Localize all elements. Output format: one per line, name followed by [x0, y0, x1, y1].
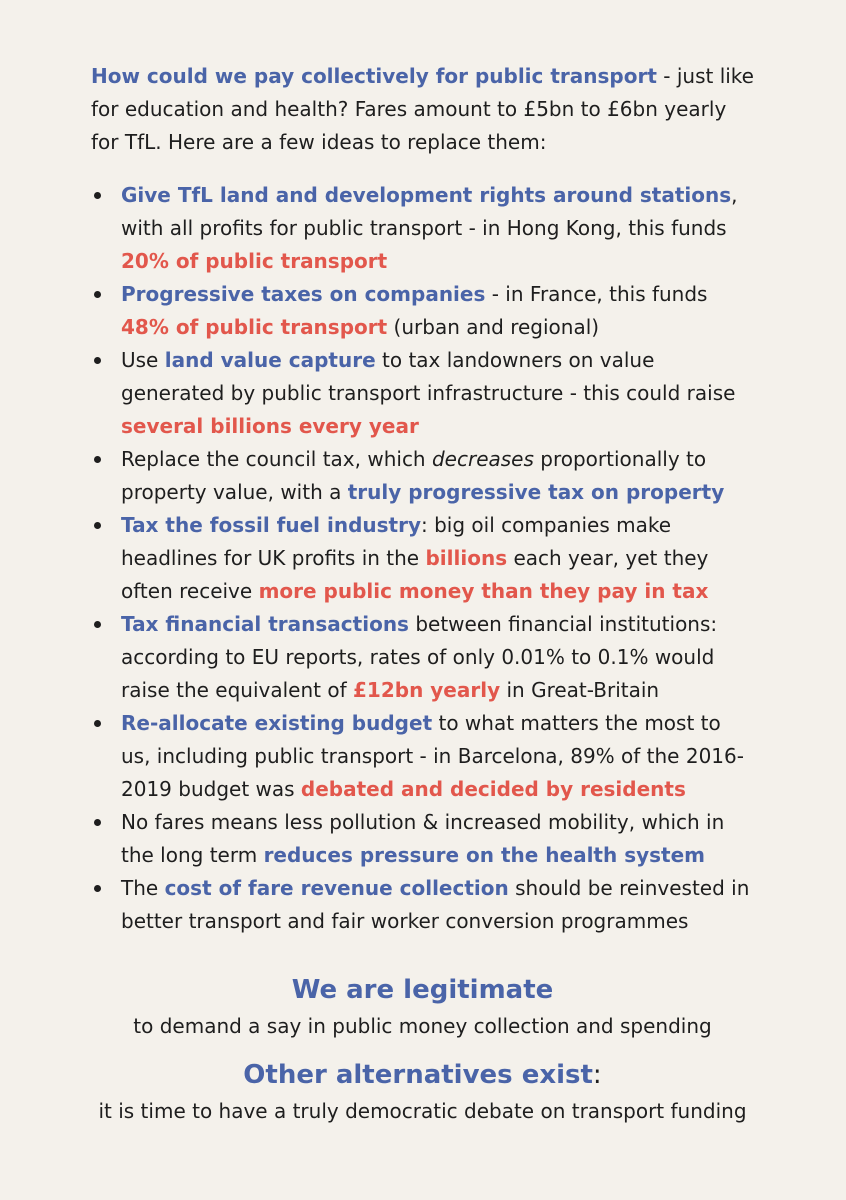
ideas-list: [91, 179, 754, 938]
idea-land-rights: Give TfL land and development rights around stations, with all profits for public transport - in Hong Kong, this funds 20% of public transport: [91, 179, 754, 278]
closing-section: [51, 970, 794, 1128]
idea-financial-transactions: Tax financial transactions between financial institutions: according to EU reports, rates of only 0.01% to 0.1% would raise the equivalent of £12bn yearly in Great-Britain: [91, 608, 754, 707]
alternatives-heading: Other alternatives exist:: [243, 1060, 602, 1090]
intro-text: - just like for education and health? Fares amount to £5bn to £6bn yearly for TfL. Here are a few ideas to replace them:: [91, 64, 754, 154]
idea-land-value-capture: Use land value capture to tax landowners on value generated by public transport infrastructure - this could raise several billions every year: [91, 344, 754, 443]
idea-reallocate-budget: Re-allocate existing budget to what matters the most to us, including public transport - in Barcelona, 89% of the 2016-2019 budget was debated and decided by residents: [91, 707, 754, 806]
intro-lead: How could we pay collectively for public transport: [91, 64, 657, 88]
legitimate-heading: We are legitimate: [291, 975, 554, 1005]
alternatives-text: it is time to have a truly democratic debate on transport funding: [98, 1099, 747, 1123]
idea-fare-collection-cost: The cost of fare revenue collection should be reinvested in better transport and fair worker conversion programmes: [91, 872, 754, 938]
idea-no-fares-health: No fares means less pollution & increased mobility, which in the long term reduces pressure on the health system: [91, 806, 754, 872]
idea-council-tax: Replace the council tax, which decreases proportionally to property value, with a truly progressive tax on property: [91, 443, 754, 509]
legitimate-text: to demand a say in public money collection and spending: [133, 1014, 712, 1038]
idea-company-taxes: Progressive taxes on companies - in France, this funds 48% of public transport (urban and regional): [91, 278, 754, 344]
intro-paragraph: [91, 60, 754, 159]
idea-fossil-fuel-tax: Tax the fossil fuel industry: big oil companies make headlines for UK profits in the billions each year, yet they often receive more public money than they pay in tax: [91, 509, 754, 608]
